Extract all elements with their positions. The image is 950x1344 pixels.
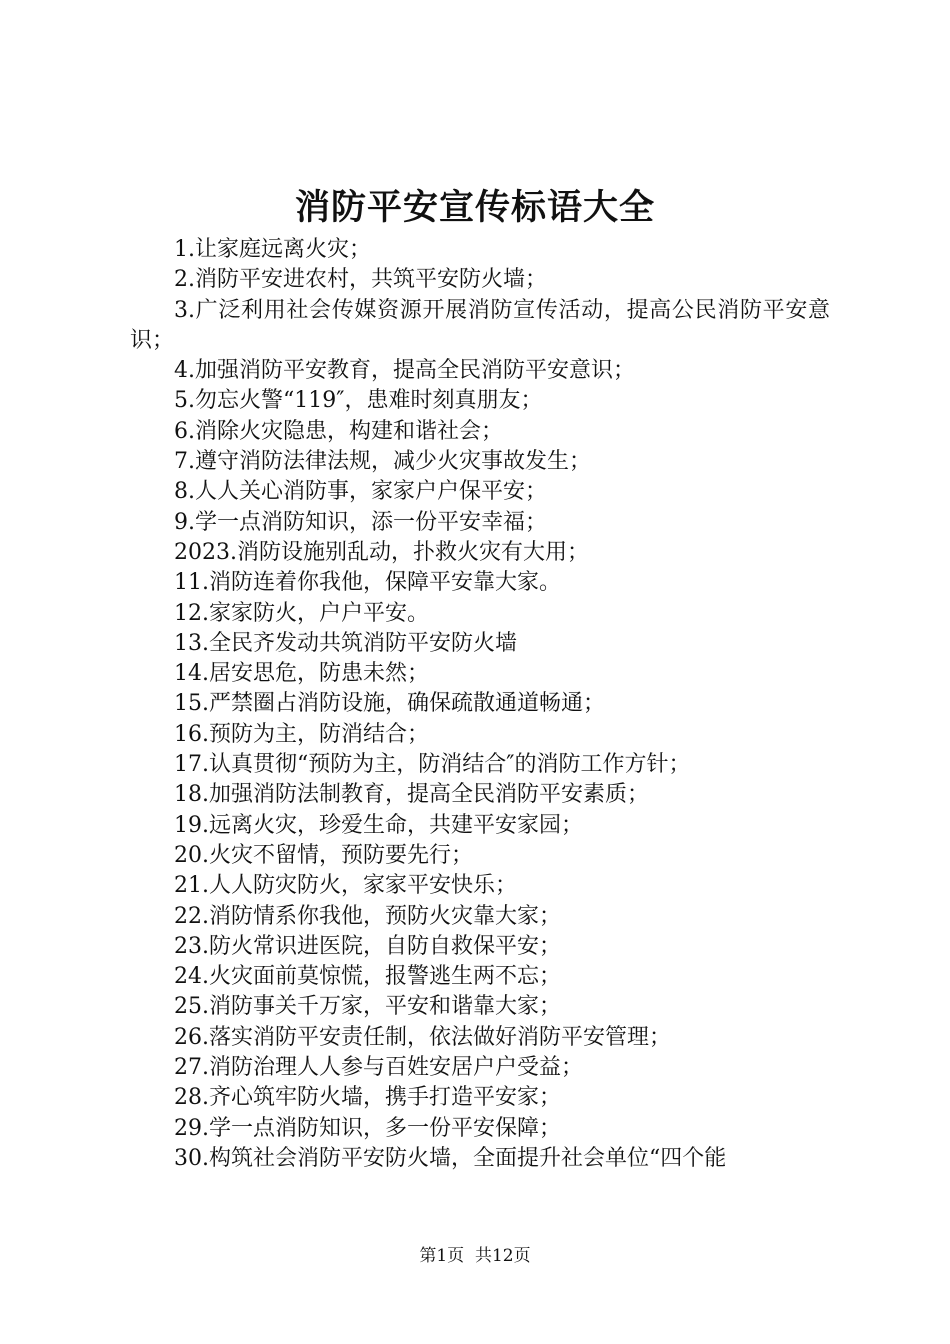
slogan-list (130, 235, 830, 1174)
list-item: 23.防火常识进医院，自防自救保平安； (174, 933, 561, 959)
list-item: 24.火灾面前莫惊慌，报警逃生两不忘； (174, 964, 561, 990)
page-number: 第1页 共12页 (419, 1246, 531, 1266)
list-item: 7.遵守消防法律法规，减少火灾事故发生； (174, 449, 591, 475)
list-item: 2023.消防设施别乱动，扑救火灾有大用； (174, 539, 589, 565)
list-item: 17.认真贯彻“预防为主，防消结合″的消防工作方针； (174, 752, 691, 778)
list-item: 15.严禁圈占消防设施，确保疏散通道畅通； (174, 691, 605, 717)
list-item: 19.远离火灾，珍爱生命，共建平安家园； (174, 812, 583, 838)
list-item: 21.人人防灾防火，家家平安快乐； (174, 873, 517, 899)
list-item: 8.人人关心消防事，家家户户保平安； (174, 479, 547, 505)
list-item: 9.学一点消防知识，添一份平安幸福； (174, 509, 547, 535)
list-item: 4.加强消防平安教育，提高全民消防平安意识； (174, 358, 635, 384)
list-item: 5.勿忘火警“119″，患难时刻真朋友； (174, 388, 543, 414)
list-item: 18.加强消防法制教育，提高全民消防平安素质； (174, 782, 649, 808)
list-item: 30.构筑社会消防平安防火墙，全面提升社会单位“四个能 (174, 1145, 727, 1171)
list-item: 2.消防平安进农村，共筑平安防火墙； (174, 267, 547, 293)
list-item: 6.消除火灾隐患，构建和谐社会； (174, 418, 503, 444)
list-item: 26.落实消防平安责任制，依法做好消防平安管理； (174, 1024, 671, 1050)
list-item: 1.让家庭远离火灾； (174, 237, 371, 262)
list-item: 22.消防情系你我他，预防火灾靠大家； (174, 903, 561, 929)
list-item: 29.学一点消防知识，多一份平安保障； (174, 1115, 561, 1141)
list-item: 27.消防治理人人参与百姓安居户户受益； (174, 1055, 583, 1081)
list-item: 11.消防连着你我他，保障平安靠大家。 (174, 570, 561, 596)
page-footer (0, 1244, 950, 1268)
list-item: 28.齐心筑牢防火墙，携手打造平安家； (174, 1085, 561, 1111)
list-item: 12.家家防火，户户平安。 (174, 600, 429, 626)
list-item: 13.全民齐发动共筑消防平安防火墙 (174, 630, 517, 656)
list-item: 25.消防事关千万家，平安和谐靠大家； (174, 994, 561, 1020)
list-item: 3.广泛利用社会传媒资源开展消防宣传活动，提高公民消防平安意识； (130, 297, 830, 353)
document-title: 消防平安宣传标语大全 (294, 187, 655, 228)
list-item: 20.火灾不留情，预防要先行； (174, 842, 473, 868)
list-item: 14.居安思危，防患未然； (174, 661, 429, 687)
list-item: 16.预防为主，防消结合； (174, 721, 429, 747)
